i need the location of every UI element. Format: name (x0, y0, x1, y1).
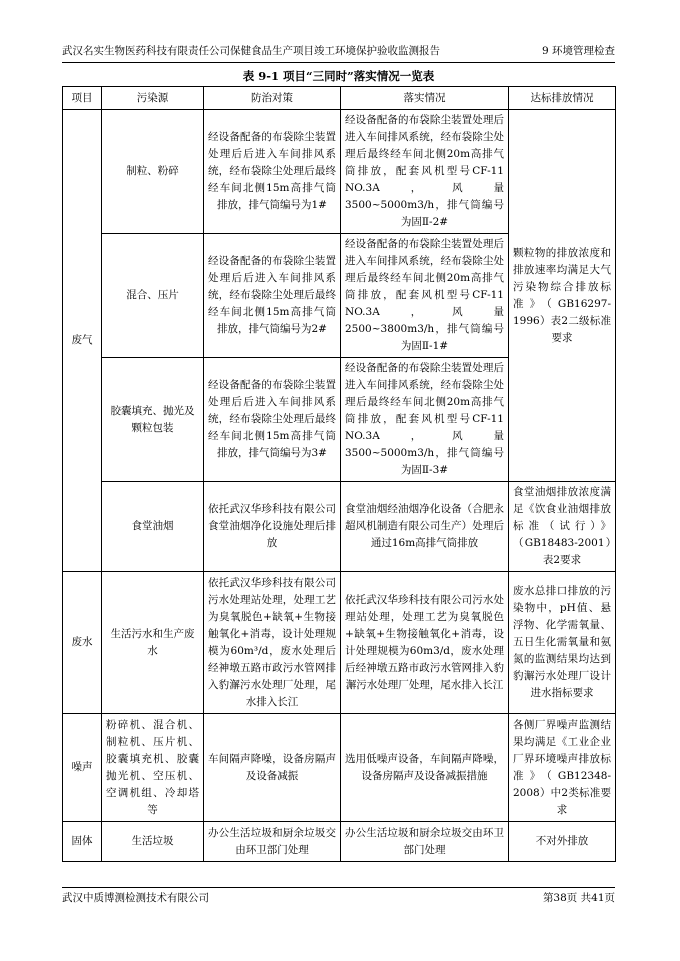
measure-cell: 依托武汉华珍科技有限公司食堂油烟净化设施处理后排放 (204, 482, 341, 572)
table-header-row (63, 87, 616, 110)
company-name: 武汉中质博测检测技术有限公司 (62, 892, 209, 904)
status-cell: 经设备配备的布袋除尘装置处理后进入车间排风系统，经布袋除尘处理后最终经车间北侧20m高排气筒排放，配套风机型号CF-11 NO.3A，风量2500~3800m3/h，排气筒编号为固Ⅱ-1# (341, 234, 509, 358)
measure-cell: 经设备配备的布袋除尘装置处理后后进入车间排风系统，经布袋除尘处理后最终经车间北侧15m高排气筒排放，排气筒编号为1# (204, 110, 341, 234)
category-cell: 废气 (63, 110, 102, 572)
status-cell: 依托武汉华珍科技有限公司污水处理站处理，处理工艺为臭氧脱色+缺氧+生物接触氧化+消毒，设计处理规模为60m3/d，废水处理后经神墩五路市政污水管网排入豹澥污水处理厂处理，尾水排入长江 (341, 572, 509, 714)
col-header-source: 污染源 (102, 87, 204, 110)
source-cell: 粉碎机、混合机、制粒机、压片机、胶囊填充机、胶囊抛光机、空压机、空调机组、冷却塔等 (102, 714, 204, 822)
status-cell: 选用低噪声设备，车间隔声降噪，设备房隔声及设备减振措施 (341, 714, 509, 822)
standard-cell: 不对外排放 (509, 822, 616, 862)
source-cell: 食堂油烟 (102, 482, 204, 572)
measure-cell: 依托武汉华珍科技有限公司污水处理站处理，处理工艺为臭氧脱色+缺氧+生物接触氧化+消毒，设计处理规模为60m³/d，废水处理后经神墩五路市政污水管网排入豹澥污水处理厂处理，尾水排入长江 (204, 572, 341, 714)
standard-cell: 废水总排口排放的污染物中，pH值、悬浮物、化学需氧量、五日生化需氧量和氨氮的监测结果均达到豹澥污水处理厂设计进水指标要求 (509, 572, 616, 714)
header-rule (62, 62, 615, 63)
table-row (63, 110, 616, 234)
status-cell: 办公生活垃圾和厨余垃圾交由环卫部门处理 (341, 822, 509, 862)
measure-cell: 办公生活垃圾和厨余垃圾交由环卫部门处理 (204, 822, 341, 862)
status-cell: 食堂油烟经油烟净化设备（合肥永超风机制造有限公司生产）处理后通过16m高排气筒排放 (341, 482, 509, 572)
chapter-title: 9 环境管理检查 (541, 45, 615, 57)
source-cell: 胶囊填充、抛光及颗粒包装 (102, 358, 204, 482)
source-cell: 生活污水和生产废水 (102, 572, 204, 714)
source-cell: 混合、压片 (102, 234, 204, 358)
report-title: 武汉名实生物医药科技有限责任公司保健食品生产项目竣工环境保护验收监测报告 (62, 45, 440, 57)
source-cell: 制粒、粉碎 (102, 110, 204, 234)
three-simultaneous-table (62, 86, 616, 862)
standard-cell: 颗粒物的排放浓度和排放速率均满足大气污染物综合排放标准》（GB16297-1996）表2二级标准要求 (509, 110, 616, 482)
table-caption: 表 9-1 项目“三同时”落实情况一览表 (242, 69, 435, 83)
category-cell: 固体 (63, 822, 102, 862)
col-header-standard: 达标排放情况 (509, 87, 616, 110)
category-cell: 废水 (63, 572, 102, 714)
category-cell: 噪声 (63, 714, 102, 822)
page-header (62, 44, 615, 58)
standard-cell: 食堂油烟排放浓度满足《饮食业油烟排放标准（试行）》（GB18483-2001）表2要求 (509, 482, 616, 572)
status-cell: 经设备配备的布袋除尘装置处理后进入车间排风系统，经布袋除尘处理后最终经车间北侧20m高排气筒排放，配套风机型号CF-11 NO.3A，风量3500~5000m3/h，排气筒编号为固Ⅱ-3# (341, 358, 509, 482)
table-row (63, 822, 616, 862)
page-footer (62, 891, 615, 905)
col-header-item: 项目 (63, 87, 102, 110)
standard-cell: 各侧厂界噪声监测结果均满足《工业企业厂界环境噪声排放标准》（GB12348-2008）中2类标准要求 (509, 714, 616, 822)
page-number: 第38页 共41页 (542, 892, 615, 904)
table-row (63, 482, 616, 572)
col-header-status: 落实情况 (341, 87, 509, 110)
measure-cell: 车间隔声降噪，设备房隔声及设备减振 (204, 714, 341, 822)
status-cell: 经设备配备的布袋除尘装置处理后进入车间排风系统，经布袋除尘处理后最终经车间北侧20m高排气筒排放，配套风机型号CF-11 NO.3A，风量3500~5000m3/h，排气筒编号为固Ⅱ-2# (341, 110, 509, 234)
col-header-measure: 防治对策 (204, 87, 341, 110)
table-row (63, 714, 616, 822)
table-row (63, 572, 616, 714)
measure-cell: 经设备配备的布袋除尘装置处理后后进入车间排风系统，经布袋除尘处理后最终经车间北侧15m高排气筒排放，排气筒编号为3# (204, 358, 341, 482)
measure-cell: 经设备配备的布袋除尘装置处理后后进入车间排风系统，经布袋除尘处理后最终经车间北侧15m高排气筒排放，排气筒编号为2# (204, 234, 341, 358)
source-cell: 生活垃圾 (102, 822, 204, 862)
footer-rule (62, 887, 615, 888)
